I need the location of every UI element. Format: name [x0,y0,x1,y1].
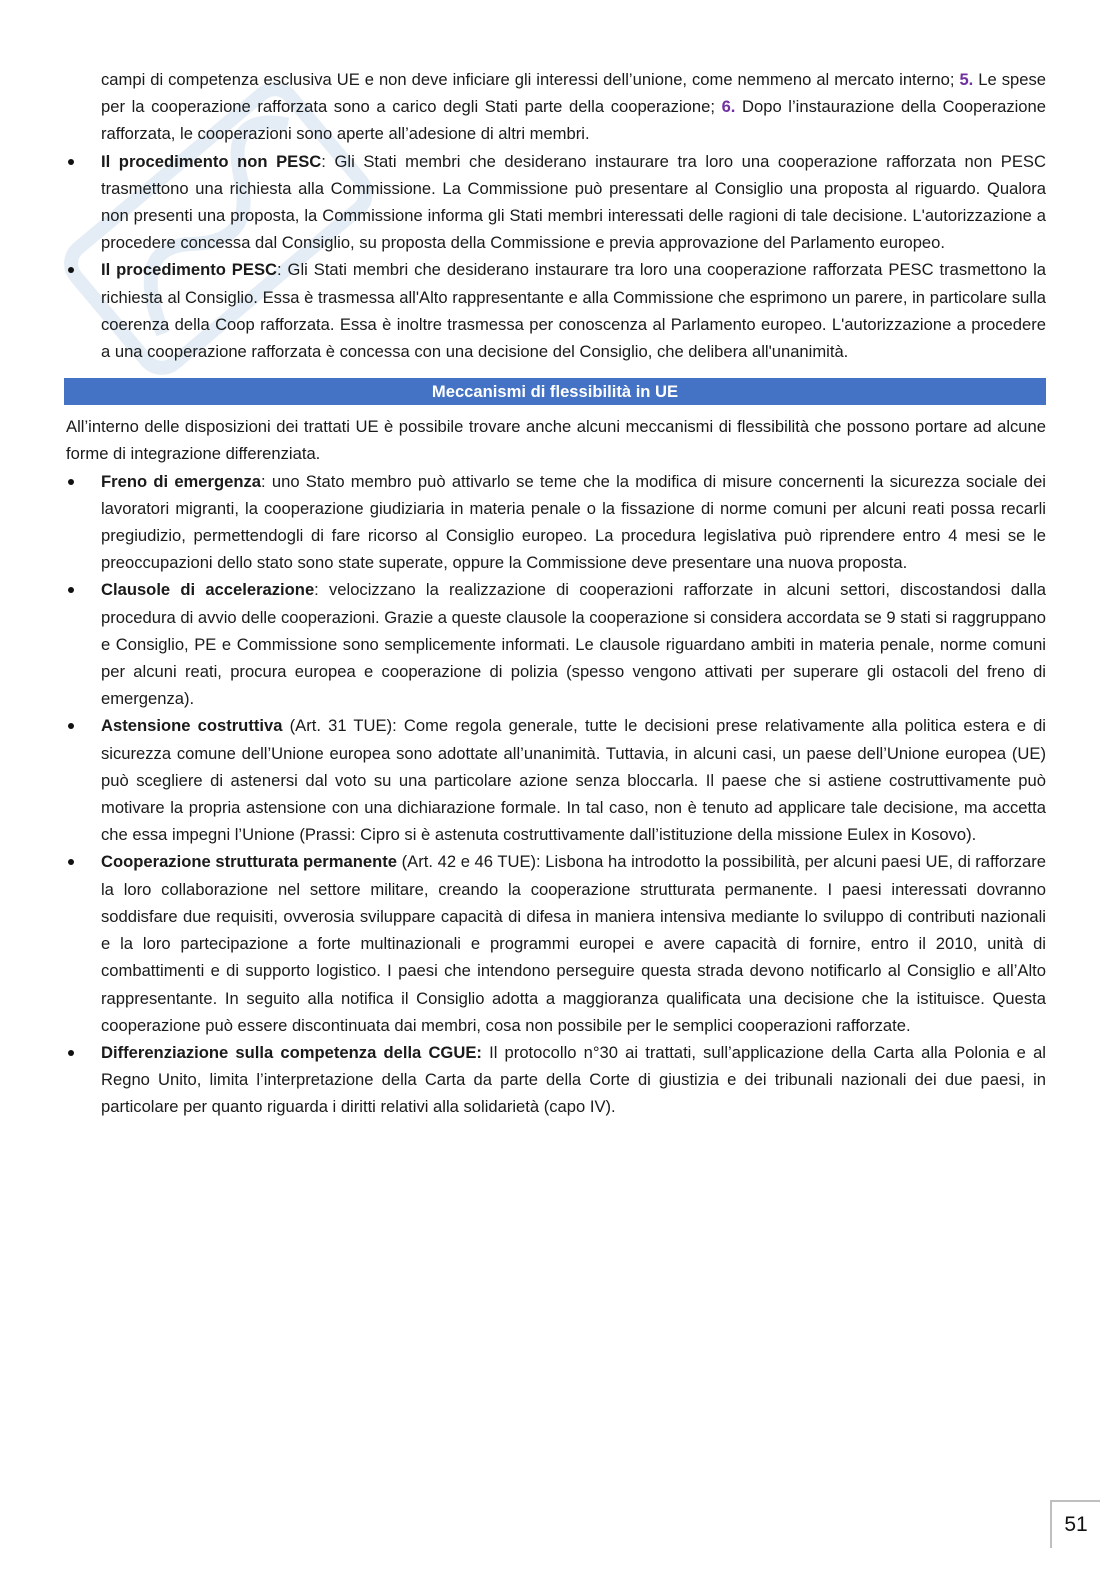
list-item-text: Il protocollo n°30 ai trattati, sull’applicazione della Carta alla Polonia e al Regno Unito, limita l’interpretazione della Carta da parte della Corte di giustizia e dei tribunali nazionali dei due paesi, in particolare per quanto riguarda i diritti relativi alla solidarietà (capo IV). [101,1042,1046,1117]
page-number: 51 [1050,1500,1100,1548]
list-item-text: (Art. 31 TUE): Come regola generale, tutte le decisioni prese relativamente alla politica estera e di sicurezza comune dell’Unione europea sono adottate all’unanimità. Tuttavia, in alcuni casi, un paese dell’Unione europea (UE) può scegliere di astenersi dal voto su una particolare azione senza bloccarla. Il paese che si astiene costruttivamente può motivare la propria astensione con una dichiarazione formale. In tal caso, non è tenuto ad applicare tale decisione, ma accetta che essa impegni l’Unione (Prassi: Cipro si è astenuta costruttivamente dall’istituzione della missione Eulex in Kosovo). [101,716,1046,845]
list-item [66,1039,1046,1121]
list-item-text: (Art. 42 e 46 TUE): Lisbona ha introdotto la possibilità, per alcuni paesi UE, di rafforzare la loro collaborazione nel settore militare, creando la cooperazione strutturata permanente. I paesi interessati dovranno soddisfare due requisiti, ovverosia sviluppare capacità di difesa in maniera intensiva mediante lo sviluppo di contributi nazionali e la loro partecipazione a forte multinazionali e programmi europei e avere capacità di fornire, entro il 2010, unità di combattimenti e di supporto logistico. I paesi che intendono perseguire questa strada devono notificarlo al Consiglio e all’Alto rappresentante. In seguito alla notifica il Consiglio adotta a maggioranza qualificata una decisione che la istituisce. Questa cooperazione può essere discontinuata dai membri, cosa non possibile per le semplici cooperazioni rafforzate. [101,852,1046,1035]
list-item-lead: Il procedimento non PESC [101,151,322,171]
list-item-text: : velocizzano la realizzazione di cooperazioni rafforzate in alcuni settori, discostandosi dalla procedura di avvio delle cooperazioni. Grazie a queste clausole la cooperazione si considera accordata se 9 stati si raggruppano e Consiglio, PE e Commissione sono semplicemente informati. Le clausole riguardano ambiti in materia penale, norme comuni per alcuni reati, procura europea e cooperazione di polizia (spesso vengono attivati per superare gli ostacoli del freno di emergenza). [101,580,1046,709]
list-item-lead: Il procedimento PESC [101,260,277,280]
list-item [66,848,1046,1038]
bullet-icon [68,267,74,273]
list-item-text: : uno Stato membro può attivarlo se teme che la modifica di misure concernenti la sicurezza sociale dei lavoratori migranti, la cooperazione giudiziaria in materia penale o la fissazione di norme comuni per alcuni reati possa recarli pregiudizio, permettendogli di fare ricorso al Consiglio europeo. La procedura legislativa può riprendere entro 4 mesi se le preoccupazioni dello stato sono state superate, oppure la Commissione deve presentare una nuova proposta. [101,471,1046,573]
list-item-lead: Cooperazione strutturata permanente [101,852,398,872]
flexibility-list [66,468,1046,1121]
bullet-icon [68,859,74,865]
section-heading: Meccanismi di flessibilità in UE [64,378,1046,405]
continuation-text-3: Dopo l’instaurazione della Cooperazione rafforzata, le cooperazioni sono aperte all’adesione di altri membri. [101,97,1046,144]
list-item-lead: Clausole di accelerazione [101,580,315,600]
list-item-text: : Gli Stati membri che desiderano instaurare tra loro una cooperazione rafforzata PESC trasmettono la richiesta al Consiglio. Essa è trasmessa all'Alto rappresentante e alla Commissione che esprimono un parere, in particolare sulla coerenza della Coop rafforzata. Essa è inoltre trasmessa per conoscenza al Parlamento europeo. L'autorizzazione a procedere a una cooperazione rafforzata è concessa con una decisione del Consiglio, che delibera all'unanimità. [101,260,1047,362]
continuation-text-2: Le spese per la cooperazione rafforzata sono a carico degli Stati parte della cooperazione; [101,70,1046,117]
bullet-icon [68,1050,74,1056]
list-item [66,148,1046,257]
item-number-5: 5. [959,70,974,89]
bullet-icon [68,723,74,729]
list-item-lead: Freno di emergenza [101,471,262,491]
continuation-text-1: campi di competenza esclusiva UE e non deve inficiare gli interessi dell’unione, come nemmeno al mercato interno; [101,70,960,89]
list-item [66,712,1046,848]
continuation-paragraph [66,66,1046,148]
list-item [66,468,1046,577]
list-item [66,256,1046,365]
list-item [66,576,1046,712]
list-item-lead: Astensione costruttiva [101,716,283,736]
item-number-6: 6. [721,97,736,117]
intro-paragraph: All’interno delle disposizioni dei trattati UE è possibile trovare anche alcuni meccanismi di flessibilità che possono portare ad alcune forme di integrazione differenziata. [66,417,1046,464]
list-item-lead: Differenziazione sulla competenza della CGUE: [101,1042,482,1062]
bullet-icon [68,159,74,165]
procedure-list [66,148,1046,366]
list-item-text: : Gli Stati membri che desiderano instaurare tra loro una cooperazione rafforzata non PESC trasmettono una richiesta alla Commissione. La Commissione può presentare al Consiglio una proposta al riguardo. Qualora non presenti una proposta, la Commissione informa gli Stati membri interessati delle ragioni di tale decisione. L'autorizzazione a procedere concessa dal Consiglio, su proposta della Commissione e previa approvazione del Parlamento europeo. [101,151,1046,253]
bullet-icon [68,587,74,593]
page-content [66,66,1046,1121]
bullet-icon [68,479,74,485]
